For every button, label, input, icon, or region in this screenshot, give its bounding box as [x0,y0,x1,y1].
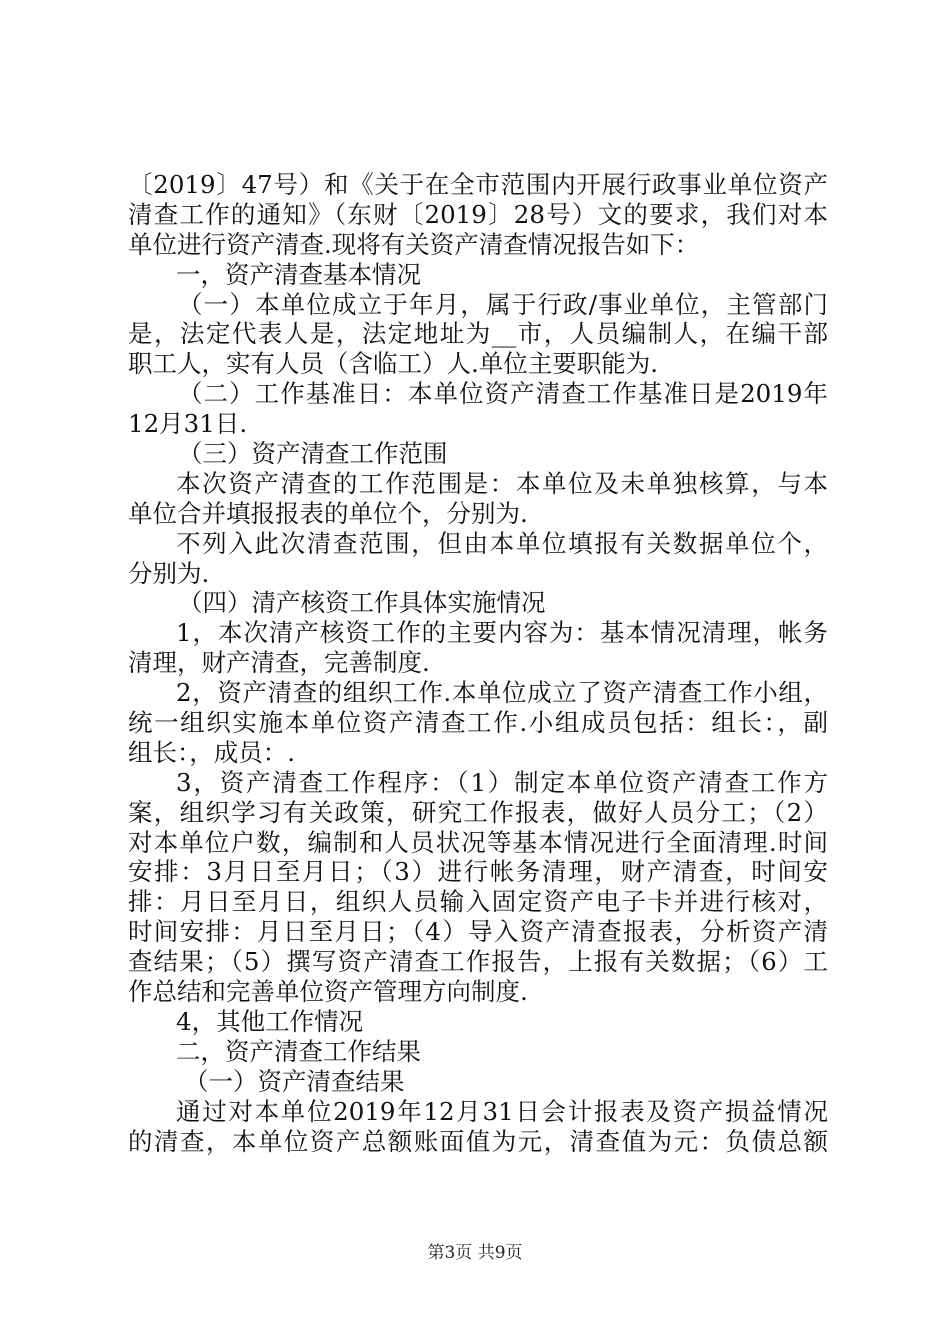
text-line: 的清查，本单位资产总额账面值为元，清查值为元：负债总额 [128,1126,828,1156]
text-line: 3，资产清查工作程序：（1）制定本单位资产清查工作方 [176,767,828,797]
text-line: （一）本单位成立于年月，属于行政/事业单位，主管部门 [178,289,828,319]
subsection-heading: （四）清产核资工作具体实施情况 [178,588,546,618]
text-line: 案，组织学习有关政策，研究工作报表，做好人员分工；（2） [128,797,828,827]
text-line: （二）工作基准日：本单位资产清查工作基准日是2019年 [178,379,828,409]
text-line: 分别为. [128,558,210,588]
text-line: 通过对本单位2019年12月31日会计报表及资产损益情况 [176,1096,828,1126]
text-line: 〔2019〕47号）和《关于在全市范围内开展行政事业单位资产 [128,170,828,199]
text-line: 本次资产清查的工作范围是：本单位及未单独核算，与本 [176,468,828,498]
section-heading: 一，资产清查基本情况 [176,259,421,289]
text-line: 职工人，实有人员（含临工）人.单位主要职能为. [128,349,659,379]
section-heading: 二，资产清查工作结果 [176,1036,421,1066]
text-line: 查结果；（5）撰写资产清查工作报告，上报有关数据；（6）工 [128,947,828,977]
text-line: 排：月日至月日，组织人员输入固定资产电子卡并进行核对， [128,887,828,917]
document-body [128,170,828,1156]
text-line: 清查工作的通知》（东财〔2019〕28号）文的要求，我们对本 [128,199,828,229]
text-line: 单位进行资产清查.现将有关资产清查情况报告如下： [128,229,700,259]
text-line: 时间安排：月日至月日；（4）导入资产清查报表，分析资产清 [128,917,828,947]
page-footer [0,1243,950,1263]
text-line: 组长：，成员：. [128,737,296,767]
text-line: 对本单位户数，编制和人员状况等基本情况进行全面清理.时间 [128,827,828,857]
subsection-heading: （一）资产清查结果 [184,1066,405,1096]
page-number-label: 第3页 共9页 [427,1243,523,1263]
text-line: 作总结和完善单位资产管理方向制度. [128,977,528,1007]
text-line: 是，法定代表人是，法定地址为__市，人员编制人，在编干部 [128,319,828,349]
text-line: 4，其他工作情况 [176,1006,364,1036]
subsection-heading: （三）资产清查工作范围 [178,439,448,469]
text-line: 统一组织实施本单位资产清查工作.小组成员包括：组长：，副 [128,708,828,738]
text-line: 清理，财产清查，完善制度. [128,648,430,678]
text-line: 不列入此次清查范围，但由本单位填报有关数据单位个， [176,528,828,558]
text-line: 1，本次清产核资工作的主要内容为：基本情况清理，帐务 [176,618,828,648]
text-line: 12月31日. [128,409,248,439]
text-line: 单位合并填报报表的单位个，分别为. [128,498,528,528]
text-line: 2，资产清查的组织工作.本单位成立了资产清查工作小组， [176,678,828,708]
text-line: 安排：3月日至月日；（3）进行帐务清理，财产清查，时间安 [128,857,828,887]
